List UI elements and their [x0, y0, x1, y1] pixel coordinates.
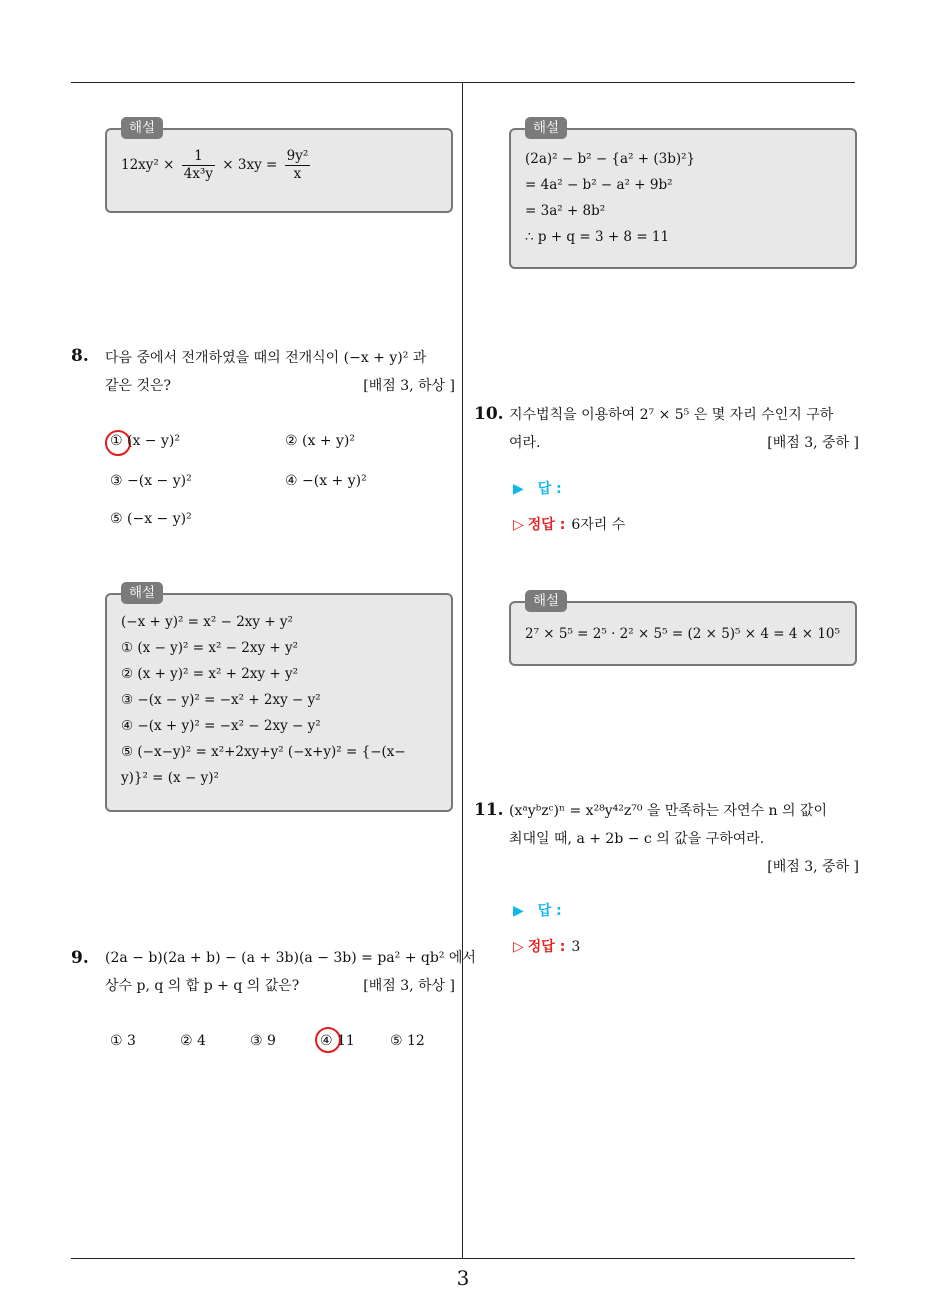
- question-11-text: (xᵃyᵇzᶜ)ⁿ = x²⁸y⁴²z⁷⁰ 을 만족하는 자연수 n 의 값이 최대일 때, a + 2b − c 의 값을 구하여라. [배점 3, 중하 ]: [509, 797, 859, 881]
- score-meta: [배점 3, 중하 ]: [767, 859, 859, 875]
- q7-solution-formula: 12xy² × $\frac{1}{\text{4x³y}}$ × 3xy = $\frac{\text{9y²}}{x}$: [121, 148, 309, 182]
- answer-label: 답 :: [537, 481, 562, 497]
- correct-answer-row: [513, 514, 625, 534]
- choice-4[interactable]: ④ 11: [320, 1033, 355, 1049]
- q7-solution-box: [105, 120, 453, 213]
- score-meta: [배점 3, 하상 ]: [363, 978, 455, 994]
- answer-label: 답 :: [537, 903, 562, 919]
- solution-line: = 4a² − b² − a² + 9b²: [525, 177, 673, 193]
- solution-line: (2a)² − b² − {a² + (3b)²}: [525, 151, 696, 167]
- score-meta: [배점 3, 중하 ]: [767, 435, 859, 451]
- choice-3[interactable]: ③ −(x − y)²: [110, 473, 192, 489]
- choice-2[interactable]: ② (x + y)²: [285, 433, 355, 449]
- solution-line: ∴ p + q = 3 + 8 = 11: [525, 229, 670, 245]
- solution-line: (−x + y)² = x² − 2xy + y²: [121, 614, 293, 630]
- solution-tag: 해설: [525, 117, 567, 139]
- solution-line: = 3a² + 8b²: [525, 203, 606, 219]
- solution-line: ④ −(x + y)² = −x² − 2xy − y²: [121, 718, 321, 734]
- result-fraction: $\frac{\text{9y²}}{x}$: [286, 148, 309, 182]
- solution-line: ① (x − y)² = x² − 2xy + y²: [121, 640, 299, 656]
- solution-line: ⑤ (−x−y)² = x²+2xy+y² (−x+y)² = {−(x−: [121, 744, 406, 760]
- solution-tag: 해설: [121, 582, 163, 604]
- question-9-text: (2a − b)(2a + b) − (a + 3b)(a − 3b) = pa² + qb² 에서 상수 p, q 의 합 p + q 의 값은? [배점 3, 하상 ]: [105, 944, 455, 1000]
- question-number: 9.: [71, 948, 89, 968]
- question-10-text: 지수법칙을 이용하여 2⁷ × 5⁵ 은 몇 자리 수인지 구하 여라. [배점 3, 중하 ]: [509, 401, 859, 457]
- play-triangle-icon: ▶: [513, 903, 524, 919]
- solution-line: y)}² = (x − y)²: [121, 770, 219, 786]
- choice-2[interactable]: ② 4: [180, 1033, 206, 1049]
- q10-solution-box: [509, 593, 857, 666]
- bottom-rule: [71, 1258, 855, 1259]
- fraction: $\frac{1}{\text{4x³y}}$: [183, 148, 213, 182]
- choice-3[interactable]: ③ 9: [250, 1033, 276, 1049]
- choice-5[interactable]: ⑤ (−x − y)²: [110, 511, 192, 527]
- correct-value: 3: [571, 939, 581, 955]
- score-meta: [배점 3, 하상 ]: [363, 378, 455, 394]
- correct-value: 6자리 수: [571, 517, 626, 533]
- solution-line: 2⁷ × 5⁵ = 2⁵ · 2² × 5⁵ = (2 × 5)⁵ × 4 = 4 × 10⁵: [525, 626, 840, 642]
- question-number: 8.: [71, 346, 89, 366]
- outline-triangle-icon: ▷: [513, 939, 524, 955]
- question-number: 11.: [474, 800, 504, 820]
- choice-1[interactable]: ① (x − y)²: [110, 433, 180, 449]
- solution-tag: 해설: [525, 590, 567, 612]
- correct-label: 정답 :: [527, 517, 566, 533]
- outline-triangle-icon: ▷: [513, 517, 524, 533]
- choice-1[interactable]: ① 3: [110, 1033, 136, 1049]
- solution-line: ③ −(x − y)² = −x² + 2xy − y²: [121, 692, 321, 708]
- q-solution-box-right: [509, 120, 857, 269]
- choice-5[interactable]: ⑤ 12: [390, 1033, 425, 1049]
- correct-label: 정답 :: [527, 939, 566, 955]
- question-8-text: 다음 중에서 전개하였을 때의 전개식이 (−x + y)² 과 같은 것은? [배점 3, 하상 ]: [105, 344, 455, 400]
- column-divider: [462, 82, 463, 1258]
- question-number: 10.: [474, 404, 504, 424]
- page-number: 3: [456, 1266, 470, 1290]
- q8-solution-box: [105, 585, 453, 812]
- solution-line: ② (x + y)² = x² + 2xy + y²: [121, 666, 299, 682]
- solution-tag: 해설: [121, 117, 163, 139]
- answer-input-row[interactable]: [513, 478, 562, 498]
- correct-answer-row: [513, 936, 580, 956]
- play-triangle-icon: ▶: [513, 481, 524, 497]
- choice-4[interactable]: ④ −(x + y)²: [285, 473, 367, 489]
- answer-input-row[interactable]: [513, 900, 562, 920]
- top-rule: [71, 82, 855, 83]
